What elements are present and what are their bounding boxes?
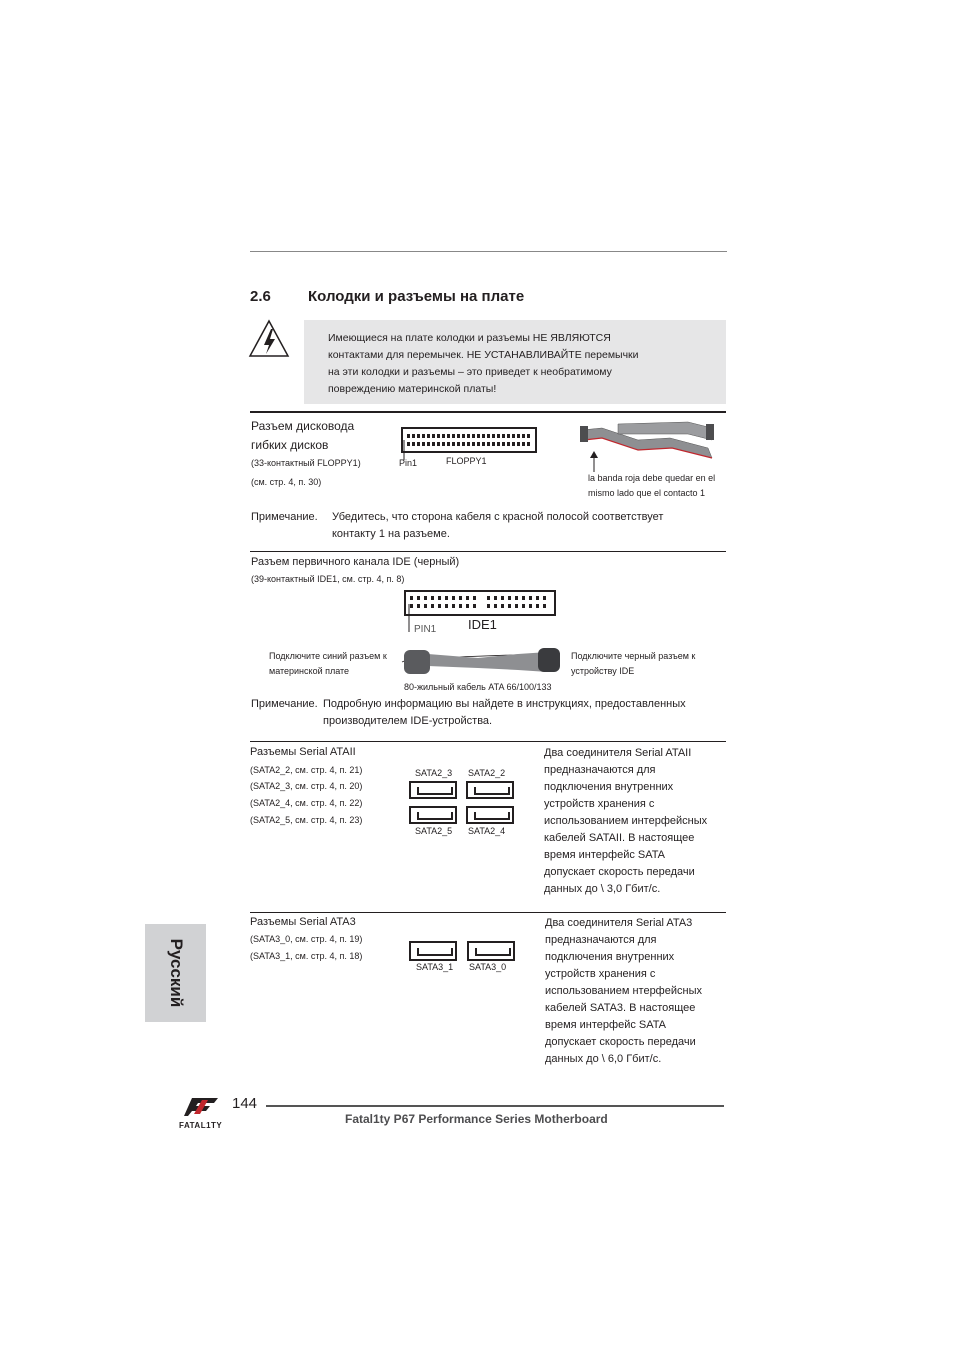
header-pin [529,604,532,608]
header-pin [472,434,475,438]
sata-port-label: SATA2_5 [415,826,453,836]
floppy-sub: (см. стр. 4, п. 30) [251,477,322,487]
header-pin [445,596,448,600]
header-pin [529,596,532,600]
header-pin [507,442,510,446]
sata2-sub: (SATA2_5, см. стр. 4, п. 23) [250,815,363,825]
header-pin [417,604,420,608]
section-divider [250,411,726,413]
ide-pin-label: PIN1 [414,624,437,635]
sata3-desc-line: допускает скорость передачи [545,1036,696,1048]
sata2-desc-line: время интерфейс SATA [544,849,665,861]
sata-port-label: SATA2_3 [415,768,453,778]
header-pin [482,442,485,446]
floppy-sub: (33-контактный FLOPPY1) [251,458,361,468]
sata2-desc-line: Два соединителя Serial ATAII [544,747,692,759]
language-tab [145,924,206,1022]
header-pin [502,442,505,446]
header-pin [515,596,518,600]
header-pin [457,434,460,438]
language-tab-label: Русский [166,938,186,1008]
warning-line: повреждению материнской платы! [328,383,497,395]
sata3-description [545,915,725,1068]
header-pin [407,434,410,438]
section-title: Колодки и разъемы на плате [308,288,525,305]
header-pin [477,434,480,438]
sata3-desc-line: устройств хранения с [545,968,656,980]
ide-title: Разъем первичного канала IDE (черный) [251,556,460,568]
sata3-desc-line: Два соединителя Serial ATA3 [545,917,693,929]
ide-left-note: материнской плате [269,666,350,676]
sata-port-icon [409,941,457,961]
header-pin [431,596,434,600]
floppy-cable-note: mismo lado que el contacto 1 [588,488,706,498]
header-pin [442,442,445,446]
page-number: 144 [232,1095,258,1112]
header-pin [522,442,525,446]
sata2-title: Разъемы Serial ATAII [250,746,356,758]
header-pin [487,434,490,438]
header-pin [536,596,539,600]
header-pin [466,604,469,608]
warning-line: на эти колодки и разъемы – это приведет к необратимому [328,366,612,378]
header-pin [431,604,434,608]
header-pin [432,442,435,446]
floppy-cable-image [578,418,718,474]
sata3-desc-line: использованием нтерфейсных [545,985,702,997]
header-pin [467,442,470,446]
floppy-cable-note: la banda roja debe quedar en el [588,473,716,483]
header-pin [527,434,530,438]
header-pin [422,442,425,446]
sata2-sub: (SATA2_2, см. стр. 4, п. 21) [250,765,363,775]
ide-name-label: IDE1 [468,617,497,632]
header-pin [424,596,427,600]
header-pin [543,604,546,608]
sata-port-icon [409,781,457,799]
header-pin [437,434,440,438]
floppy-name-label: FLOPPY1 [446,456,487,466]
header-pin [459,596,462,600]
section-divider [250,741,726,742]
sata2-sub: (SATA2_4, см. стр. 4, п. 22) [250,798,363,808]
sata2-desc-line: подключения внутренних [544,781,674,793]
sata3-sub: (SATA3_1, см. стр. 4, п. 18) [250,951,363,961]
ide-right-note: Подключите черный разъем к [571,651,696,661]
sata3-sub: (SATA3_0, см. стр. 4, п. 19) [250,934,363,944]
section-number: 2.6 [250,288,271,305]
header-pin [502,434,505,438]
sata3-desc-line: время интерфейс SATA [545,1019,666,1031]
header-pin [517,434,520,438]
floppy-title: Разъем дисковода [251,419,355,433]
sata3-desc-line: предназначаются для [545,934,657,946]
header-pin [492,442,495,446]
header-pin [457,442,460,446]
header-pin [482,434,485,438]
ide-sub: (39-контактный IDE1, см. стр. 4, п. 8) [251,574,405,584]
header-pin [512,442,515,446]
sata2-desc-line: устройств хранения с [544,798,655,810]
sata-port-label: SATA3_1 [416,962,454,972]
header-pin [412,434,415,438]
header-pin [517,442,520,446]
header-pin [492,434,495,438]
sata-port-icon [409,806,457,824]
header-pin [452,442,455,446]
floppy-note-text: контакту 1 на разъеме. [332,528,450,540]
header-pin [447,434,450,438]
header-pin [427,442,430,446]
sata-port-label: SATA3_0 [469,962,507,972]
header-pin [410,604,413,608]
fatal1ty-logo-text: FATAL1TY [179,1121,223,1130]
sata3-desc-line: подключения внутренних [545,951,675,963]
header-pin [501,596,504,600]
header-pin [472,442,475,446]
floppy-note-text: Убедитесь, что сторона кабеля с красной полосой соответствует [332,511,664,523]
header-pin [536,604,539,608]
header-pin [462,442,465,446]
top-rule [250,251,727,252]
header-pin [412,442,415,446]
header-pin [497,442,500,446]
sata-port-icon [466,781,514,799]
footer-product: Fatal1ty P67 Performance Series Motherboard [345,1112,608,1126]
header-pin [417,596,420,600]
header-pin [447,442,450,446]
header-pin [462,434,465,438]
sata3-title: Разъемы Serial ATA3 [250,916,356,928]
header-pin [459,604,462,608]
header-pin [501,604,504,608]
header-pin [522,604,525,608]
section-divider [250,551,726,552]
header-pin [407,442,410,446]
ide-cable-image [398,644,566,680]
header-pin [497,434,500,438]
sata2-desc-line: предназначаются для [544,764,656,776]
header-pin [487,604,490,608]
header-pin [467,434,470,438]
floppy-title: гибких дисков [251,438,329,452]
warning-box [304,320,726,404]
ide-note-text: производителем IDE-устройства. [323,715,493,727]
header-pin [487,596,490,600]
header-pin [543,596,546,600]
sata2-sub: (SATA2_3, см. стр. 4, п. 20) [250,781,363,791]
header-pin [424,604,427,608]
sata-port-label: SATA2_4 [468,826,506,836]
header-pin [427,434,430,438]
header-pin [522,434,525,438]
sata3-desc-line: кабелей SATA3. В настоящее [545,1002,696,1014]
ide-note-label: Примечание. [251,698,318,710]
floppy-note-label: Примечание. [251,511,318,523]
header-pin [445,604,448,608]
header-pin [438,604,441,608]
ide-left-note: Подключите синий разъем к [269,651,387,661]
header-pin [466,596,469,600]
sata2-desc-line: допускает скорость передачи [544,866,695,878]
header-pin [473,596,476,600]
header-pin [477,442,480,446]
header-pin [494,604,497,608]
header-pin [473,604,476,608]
ide-right-note: устройству IDE [571,666,635,676]
header-pin [442,434,445,438]
sata-port-icon [467,941,515,961]
sata-port-icon [466,806,514,824]
header-pin [417,442,420,446]
warning-line: контактами для перемычек. НЕ УСТАНАВЛИВАЙТЕ перемычки [328,349,639,361]
warning-icon [248,318,290,360]
header-pin [508,604,511,608]
header-pin [422,434,425,438]
header-pin [452,604,455,608]
header-pin [437,442,440,446]
header-pin [438,596,441,600]
header-pin [410,596,413,600]
sata2-description [544,745,724,898]
header-pin [452,434,455,438]
sata2-desc-line: использованием интерфейсных [544,815,708,827]
floppy-pin-label: Pin1 [399,458,418,468]
header-pin [417,434,420,438]
header-pin [487,442,490,446]
sata3-desc-line: данных до \ 6,0 Гбит/с. [545,1053,662,1065]
sata2-desc-line: данных до \ 3,0 Гбит/с. [544,883,661,895]
header-pin [432,434,435,438]
header-pin [508,596,511,600]
sata2-desc-line: кабелей SATAII. В настоящее [544,832,695,844]
header-pin [522,596,525,600]
footer-rule [266,1105,724,1107]
section-divider [250,912,726,913]
ide-cable-caption: 80-жильный кабель ATA 66/100/133 [404,682,552,692]
header-pin [512,434,515,438]
header-pin [452,596,455,600]
header-pin [507,434,510,438]
warning-line: Имеющиеся на плате колодки и разъемы НЕ ЯВЛЯЮТСЯ [328,332,611,344]
header-pin [515,604,518,608]
sata-port-label: SATA2_2 [468,768,506,778]
ide-note-text: Подробную информацию вы найдете в инструкциях, предоставленных [323,698,686,710]
header-pin [527,442,530,446]
header-pin [494,596,497,600]
